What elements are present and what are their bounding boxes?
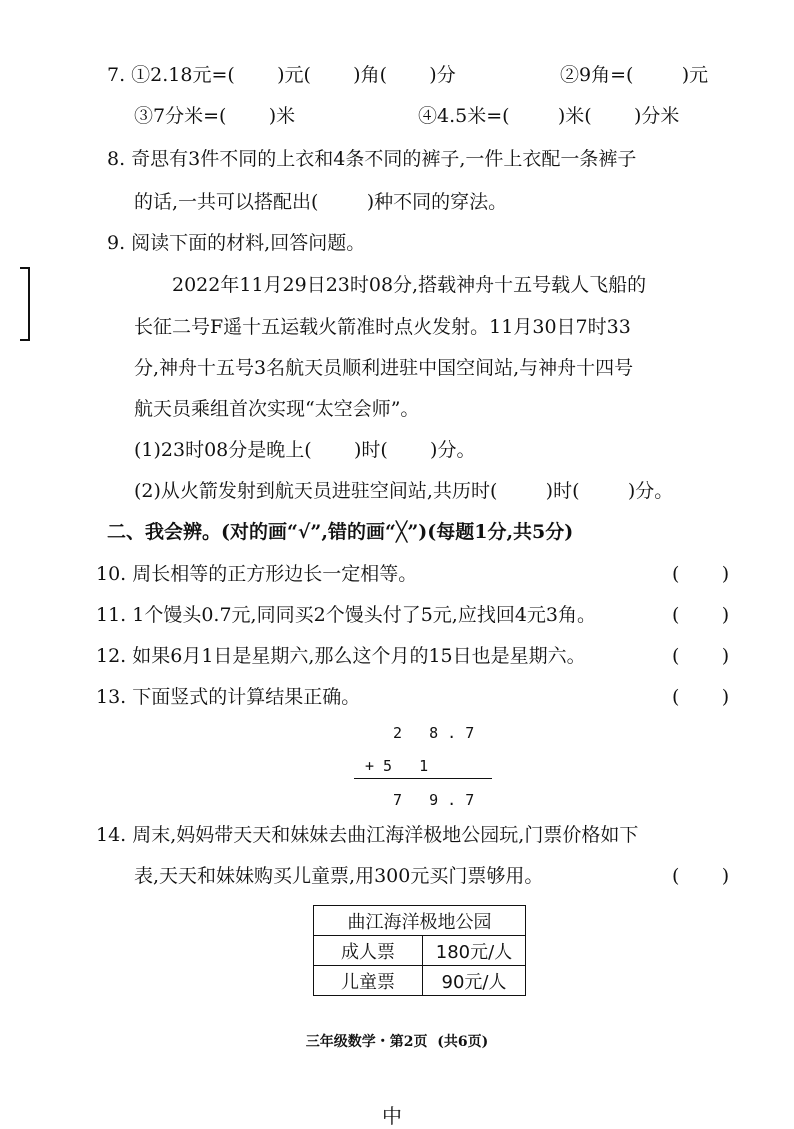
q9-title: 9. 阅读下面的材料,回答问题。 (107, 232, 366, 254)
calc-underline (354, 778, 492, 779)
q14-answer-box[interactable]: ( ) (672, 865, 730, 887)
q7-line1a: 7. ①2.18元=( )元( )角( )分 (107, 64, 456, 86)
q9-passage-line2: 长征二号F遥十五运载火箭准时点火发射。11月30日7时33 (134, 316, 631, 338)
q13-answer-box[interactable]: ( ) (672, 686, 730, 708)
q11-text: 11. 1个馒头0.7元,同同买2个馒头付了5元,应找回4元3角。 (96, 604, 596, 626)
table-header: 曲江海洋极地公园 (314, 906, 526, 936)
ticket-price-table (313, 905, 526, 996)
q14-line2: 表,天天和妹妹购买儿童票,用300元买门票够用。 (134, 865, 544, 887)
q7-line2b: ④4.5米=( )米( )分米 (418, 105, 680, 127)
q9-sub1: (1)23时08分是晚上( )时( )分。 (134, 439, 476, 461)
ticket-price: 180元/人 (423, 936, 526, 966)
q9-passage-line3: 分,神舟十五号3名航天员顺利进驻中国空间站,与神舟十四号 (134, 357, 634, 379)
q7-line1b: ②9角=( )元 (560, 64, 709, 86)
page-footer: 三年级数学・第2页 (共6页) (305, 1034, 489, 1050)
q10-answer-box[interactable]: ( ) (672, 563, 730, 585)
calc-row1: 2 8 . 7 (393, 724, 475, 742)
table-header-row (314, 906, 526, 936)
calc-result: 7 9 . 7 (393, 791, 475, 809)
table-row (314, 936, 526, 966)
ticket-type: 成人票 (314, 936, 423, 966)
q7-line2a: ③7分米=( )米 (134, 105, 296, 127)
table-row (314, 966, 526, 996)
q12-answer-box[interactable]: ( ) (672, 645, 730, 667)
q13-text: 13. 下面竖式的计算结果正确。 (96, 686, 361, 708)
q9-passage-line4: 航天员乘组首次实现“太空会师”。 (134, 398, 420, 420)
q11-answer-box[interactable]: ( ) (672, 604, 730, 626)
q8-line1: 8. 奇思有3件不同的上衣和4条不同的裤子,一件上衣配一条裤子 (107, 148, 637, 170)
q9-sub2: (2)从火箭发射到航天员进驻空间站,共历时( )时( )分。 (134, 480, 674, 502)
ticket-type: 儿童票 (314, 966, 423, 996)
q9-passage-line1: 2022年11月29日23时08分,搭载神舟十五号载人飞船的 (172, 274, 647, 296)
q14-line1: 14. 周末,妈妈带天天和妹妹去曲江海洋极地公园玩,门票价格如下 (96, 824, 639, 846)
q8-line2: 的话,一共可以搭配出( )种不同的穿法。 (134, 191, 508, 213)
q10-text: 10. 周长相等的正方形边长一定相等。 (96, 563, 418, 585)
margin-bracket (20, 267, 30, 341)
ticket-price: 90元/人 (423, 966, 526, 996)
q12-text: 12. 如果6月1日是星期六,那么这个月的15日也是星期六。 (96, 645, 586, 667)
section2-title: 二、我会辨。(对的画“√”,错的画“╳”)(每题1分,共5分) (107, 521, 574, 543)
bottom-center-mark: 中 (382, 1104, 402, 1128)
calc-row2: + 5 1 (365, 757, 429, 775)
